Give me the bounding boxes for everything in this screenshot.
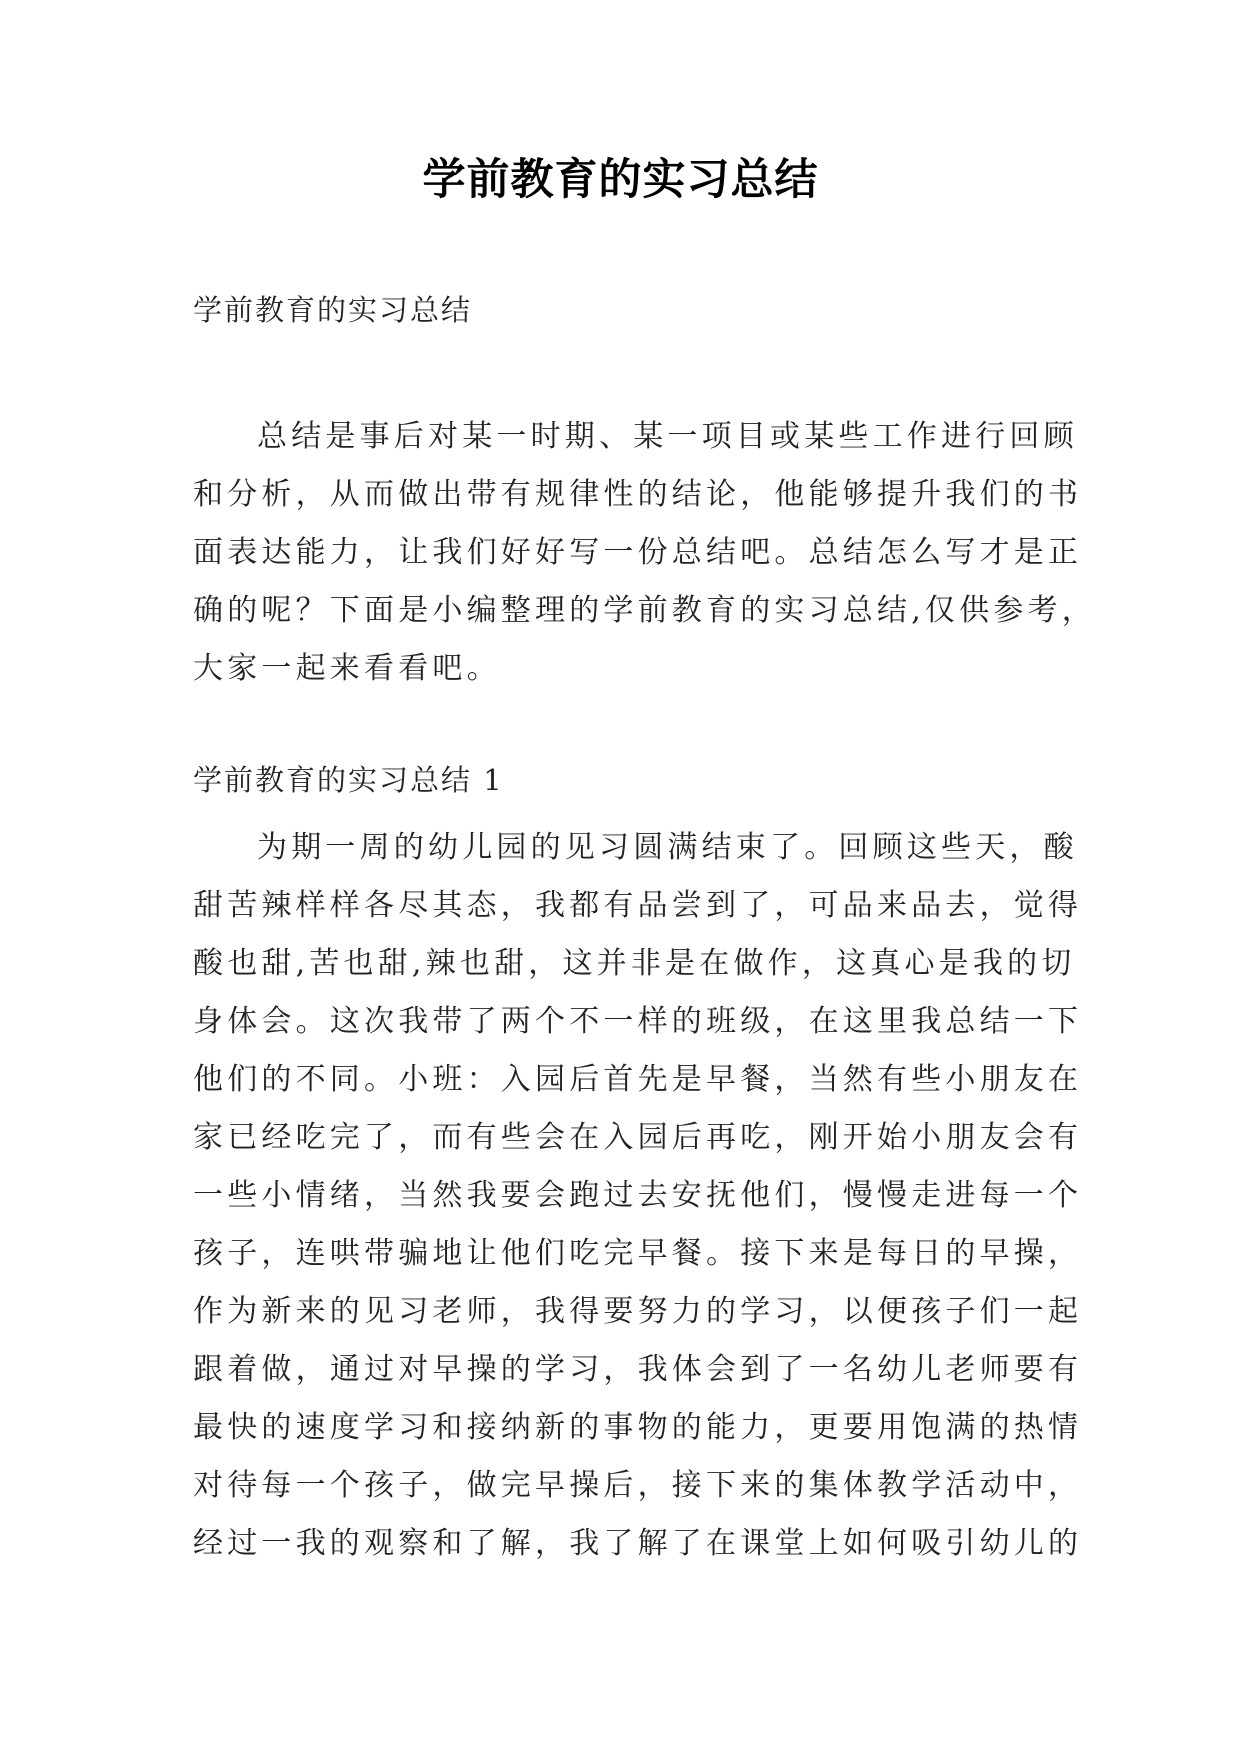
body-line: 一些小情绪，当然我要会跑过去安抚他们，慢慢走进每一个 [193, 1178, 1083, 1213]
body-line: 对待每一个孩子，做完早操后，接下来的集体教学活动中， [193, 1468, 1083, 1503]
body-line: 家已经吃完了，而有些会在入园后再吃，刚开始小朋友会有 [193, 1120, 1083, 1155]
body-line: 酸也甜,苦也甜,辣也甜，这并非是在做作，这真心是我的切 [193, 946, 1076, 981]
body-line: 他们的不同。小班：入园后首先是早餐，当然有些小朋友在 [193, 1062, 1083, 1097]
body-line: 跟着做，通过对早操的学习，我体会到了一名幼儿老师要有 [193, 1352, 1083, 1387]
body-line: 为期一周的幼儿园的见习圆满结束了。回顾这些天，酸 [257, 830, 1078, 865]
body-paragraph [193, 819, 1083, 1573]
body-line: 身体会。这次我带了两个不一样的班级，在这里我总结一下 [193, 1004, 1083, 1039]
intro-line: 大家一起来看看吧。 [193, 651, 501, 686]
document-title: 学前教育的实习总结 [422, 155, 819, 205]
body-line: 甜苦辣样样各尽其态，我都有品尝到了，可品来品去，觉得 [193, 888, 1083, 923]
body-line: 最快的速度学习和接纳新的事物的能力，更要用饱满的热情 [193, 1410, 1083, 1445]
intro-paragraph [193, 408, 1096, 698]
body-line: 孩子，连哄带骗地让他们吃完早餐。接下来是每日的早操， [193, 1236, 1083, 1271]
intro-line: 确的呢？下面是小编整理的学前教育的实习总结,仅供参考， [193, 593, 1096, 628]
intro-line: 和分析，从而做出带有规律性的结论，他能够提升我们的书 [193, 477, 1083, 512]
section-heading: 学前教育的实习总结 1 [193, 763, 504, 797]
body-line: 作为新来的见习老师，我得要努力的学习，以便孩子们一起 [193, 1294, 1083, 1329]
intro-line: 总结是事后对某一时期、某一项目或某些工作进行回顾 [257, 419, 1078, 454]
document-subtitle: 学前教育的实习总结 [193, 293, 473, 327]
body-line: 经过一我的观察和了解，我了解了在课堂上如何吸引幼儿的 [193, 1526, 1083, 1561]
intro-line: 面表达能力，让我们好好写一份总结吧。总结怎么写才是正 [193, 535, 1083, 570]
